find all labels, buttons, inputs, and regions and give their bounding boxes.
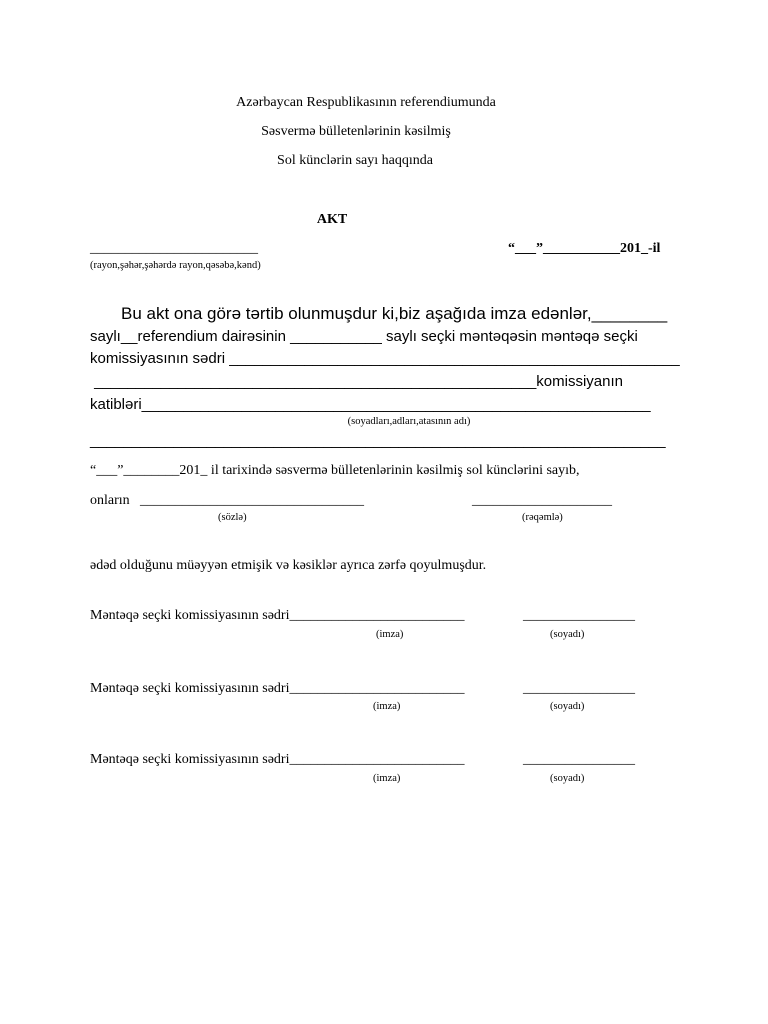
header-line-1: Azərbaycan Respublikasının referendiumunda	[236, 95, 496, 110]
signature-2-label: Məntəqə seçki komissiyasının sədri_________________________	[90, 681, 465, 696]
body-line-3: komissiyasının sədri ______________________________________________________	[90, 350, 680, 367]
body-line-1: Bu akt ona görə tərtib olunmuşdur ki,biz aşağıda imza edənlər,________	[121, 304, 668, 323]
names-caption: (soyadları,adları,atasının adı)	[347, 416, 471, 427]
numbers-caption: (rəqəmlə)	[522, 512, 563, 523]
signature-1-surname-blank: ________________	[523, 608, 635, 623]
signature-2-sign-caption: (imza)	[373, 701, 401, 712]
body-line-2: saylı__referendium dairəsinin ___________ saylı seçki məntəqəsin məntəqə seçki	[90, 328, 638, 345]
signature-1-sign-caption: (imza)	[376, 629, 404, 640]
document-title: AKT	[316, 212, 348, 227]
date-line: “___”___________201_-il	[508, 241, 661, 256]
header-line-2: Səsvermə bülletenlərinin kəsilmiş	[261, 124, 451, 139]
body-line-5: katibləri_____________________________________________________________	[90, 396, 651, 413]
signature-3-surname-caption: (soyadı)	[550, 773, 585, 784]
body-line-6: _____________________________________________________________________	[90, 432, 666, 449]
header-line-3: Sol künclərin sayı haqqında	[277, 153, 433, 168]
place-blank: ________________________	[90, 241, 258, 256]
signature-3-surname-blank: ________________	[523, 752, 635, 767]
count-words-blank: ________________________________	[140, 493, 364, 508]
count-numbers-blank: ____________________	[472, 493, 612, 508]
place-caption: (rayon,şəhər,şəhərdə rayon,qəsəbə,kənd)	[90, 260, 261, 271]
count-conclusion: ədəd olduğunu müəyyən etmişik və kəsiklər ayrıca zərfə qoyulmuşdur.	[90, 558, 487, 573]
body-line-4: _____________________________________________________komissiyanın	[90, 373, 624, 390]
words-caption: (sözlə)	[218, 512, 247, 523]
count-label: onların	[90, 493, 130, 508]
signature-2-surname-caption: (soyadı)	[550, 701, 585, 712]
signature-2-surname-blank: ________________	[523, 681, 635, 696]
count-line-1: “___”________201_ il tarixində səsvermə bülletenlərinin kəsilmiş sol künclərini sayıb,	[90, 463, 580, 478]
signature-1-surname-caption: (soyadı)	[550, 629, 585, 640]
signature-1-label: Məntəqə seçki komissiyasının sədri_________________________	[90, 608, 465, 623]
signature-3-sign-caption: (imza)	[373, 773, 401, 784]
signature-3-label: Məntəqə seçki komissiyasının sədri_________________________	[90, 752, 465, 767]
